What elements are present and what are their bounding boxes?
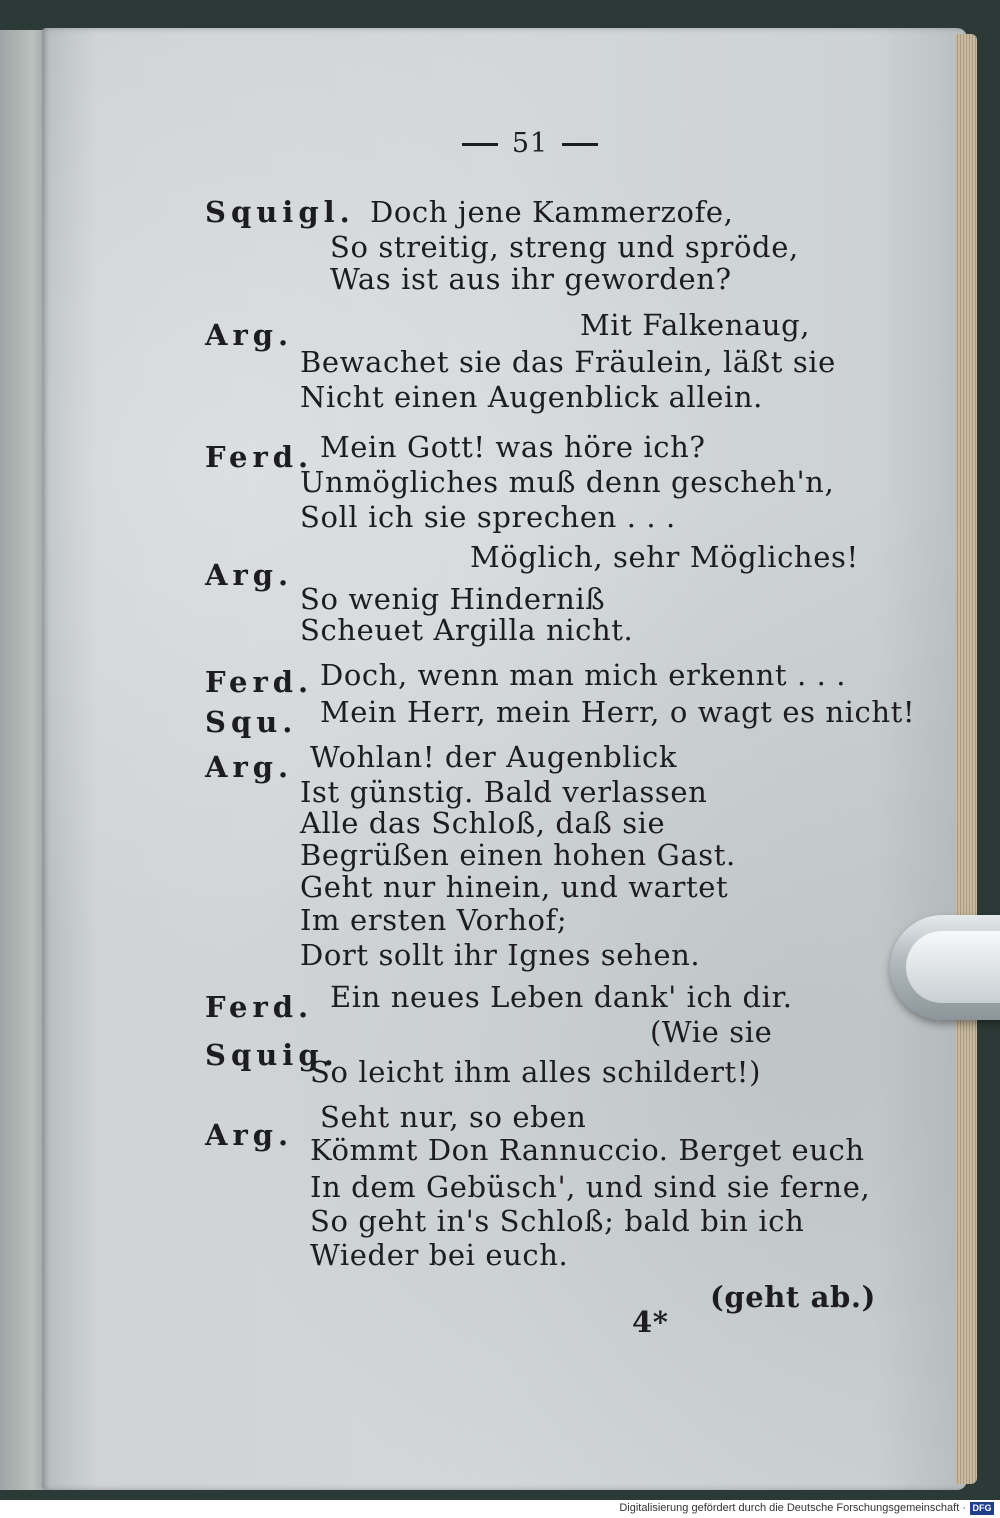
speaker-label: Arg. xyxy=(205,750,294,784)
text-line: Seht nur, so eben xyxy=(320,1100,587,1134)
text-line: Soll ich sie sprechen . . . xyxy=(300,500,676,534)
footer-credit: Digitalisierung gefördert durch die Deutsche Forschungsgemeinschaft · xyxy=(619,1502,966,1514)
text-line: Bewachet sie das Fräulein, läßt sie xyxy=(300,345,836,379)
text-line: (Wie sie xyxy=(650,1015,773,1049)
text-line: Alle das Schloß, daß sie xyxy=(300,806,666,840)
text-line: Ein neues Leben dank' ich dir. xyxy=(330,980,793,1014)
signature-mark: 4* xyxy=(632,1305,669,1339)
speaker-label: Ferd. xyxy=(205,665,314,699)
text-line: Scheuet Argilla nicht. xyxy=(300,613,634,647)
speaker-label: Arg. xyxy=(205,318,294,352)
text-line: Unmögliches muß denn gescheh'n, xyxy=(300,465,835,499)
text-line: So streitig, streng und spröde, xyxy=(330,230,799,264)
text-line: So leicht ihm alles schildert!) xyxy=(310,1055,761,1089)
text-line: Was ist aus ihr geworden? xyxy=(330,262,732,296)
speaker-label: Arg. xyxy=(205,1118,294,1152)
text-line: Nicht einen Augenblick allein. xyxy=(300,380,763,414)
text-line: Geht nur hinein, und wartet xyxy=(300,870,729,904)
text-line: So geht in's Schloß; bald bin ich xyxy=(310,1204,805,1238)
text-line: In dem Gebüsch', und sind sie ferne, xyxy=(310,1170,871,1204)
footer-bar xyxy=(0,1500,1000,1518)
stage-direction: (geht ab.) xyxy=(710,1280,876,1314)
text-line: Begrüßen einen hohen Gast. xyxy=(300,838,736,872)
text-line: Wieder bei euch. xyxy=(310,1238,569,1272)
speaker-label: Squig. xyxy=(205,1038,339,1072)
text-line: Mein Gott! was höre ich? xyxy=(320,430,706,464)
text-line: Möglich, sehr Mögliches! xyxy=(470,540,859,574)
text-line: Ist günstig. Bald verlassen xyxy=(300,775,708,809)
speaker-label: Ferd. xyxy=(205,440,314,474)
text-line: Mit Falkenaug, xyxy=(580,308,811,342)
dfg-logo-icon: DFG xyxy=(970,1502,994,1515)
text-line: Doch, wenn man mich erkennt . . . xyxy=(320,658,847,692)
text-line: Kömmt Don Rannuccio. Berget euch xyxy=(310,1133,865,1167)
text-line: Im ersten Vorhof; xyxy=(300,903,568,937)
text-line: So wenig Hinderniß xyxy=(300,582,606,616)
page-number: 51 xyxy=(440,128,620,159)
speaker-label: Squ. xyxy=(205,705,298,739)
speaker-label: Squigl. xyxy=(205,195,355,229)
text-line: Dort sollt ihr Ignes sehen. xyxy=(300,938,701,972)
text-line: Doch jene Kammerzofe, xyxy=(370,195,734,229)
text-line: Wohlan! der Augenblick xyxy=(310,740,678,774)
speaker-label: Arg. xyxy=(205,558,294,592)
text-line: Mein Herr, mein Herr, o wagt es nicht! xyxy=(320,695,916,729)
speaker-label: Ferd. xyxy=(205,990,314,1024)
